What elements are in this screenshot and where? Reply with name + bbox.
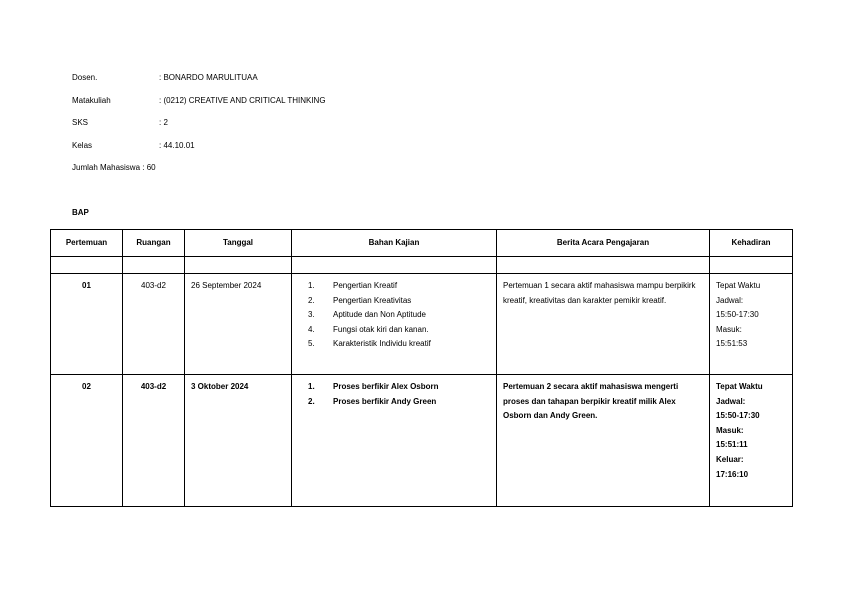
cell-pertemuan: 02	[51, 375, 123, 507]
kelas-label: Kelas	[72, 141, 93, 150]
cell-tanggal: 3 Oktober 2024	[185, 375, 292, 507]
list-item: 1. Proses berfikir Alex Osborn	[308, 382, 439, 391]
table-row	[51, 274, 793, 375]
jumlah-mahasiswa: Jumlah Mahasiswa : 60	[72, 163, 156, 172]
matakuliah-value: : (0212) CREATIVE AND CRITICAL THINKING	[159, 96, 326, 105]
sks-label: SKS	[72, 118, 89, 127]
masuk-value: 15:51:11	[716, 440, 748, 450]
header-pertemuan: Pertemuan	[51, 230, 123, 257]
header-bahan-kajian: Bahan Kajian	[292, 230, 497, 257]
cell-pertemuan: 01	[51, 274, 123, 375]
masuk-label: Masuk:	[716, 425, 744, 435]
matakuliah-label: Matakuliah	[72, 96, 111, 105]
header-berita-acara: Berita Acara Pengajaran	[497, 230, 710, 257]
jadwal-value: 15:50-17:30	[716, 411, 760, 421]
dosen-value: : BONARDO MARULITUAA	[159, 73, 258, 82]
jadwal-value: 15:50-17:30	[716, 310, 759, 320]
cell-bahan-kajian	[292, 274, 497, 375]
jadwal-label: Jadwal:	[716, 396, 746, 406]
masuk-label: Masuk:	[716, 324, 742, 334]
kelas-value: : 44.10.01	[159, 141, 195, 150]
cell-kehadiran	[710, 375, 793, 507]
cell-kehadiran	[710, 274, 793, 375]
list-item: 3. Aptitude dan Non Aptitude	[308, 310, 426, 320]
list-item: 2. Proses berfikir Andy Green	[308, 396, 437, 406]
sks-value: : 2	[159, 118, 168, 127]
list-item: 2. Pengertian Kreativitas	[308, 295, 412, 305]
header-kehadiran: Kehadiran	[710, 230, 793, 257]
cell-ruangan: 403-d2	[123, 375, 185, 507]
topic-list	[292, 279, 496, 352]
kehadiran-status: Tepat Waktu	[716, 281, 761, 290]
list-item: 5. Karakteristik Individu kreatif	[308, 339, 431, 349]
cell-ruangan: 403-d2	[123, 274, 185, 375]
list-item: 1. Pengertian Kreatif	[308, 281, 398, 290]
cell-bahan-kajian	[292, 375, 497, 507]
masuk-value: 15:51:53	[716, 339, 748, 349]
kehadiran-status: Tepat Waktu	[716, 382, 763, 391]
keluar-label: Keluar:	[716, 454, 744, 464]
header-ruangan: Ruangan	[123, 230, 185, 257]
bap-table	[50, 229, 793, 507]
jadwal-label: Jadwal:	[716, 295, 744, 305]
keluar-value: 17:16:10	[716, 469, 749, 479]
cell-berita-acara: Pertemuan 1 secara aktif mahasiswa mampu berpikirk kreatif, kreativitas dan karakter pemikir kreatif.	[497, 274, 710, 375]
spacer-row	[51, 257, 793, 274]
topic-list	[292, 380, 496, 409]
cell-tanggal: 26 September 2024	[185, 274, 292, 375]
list-item: 4. Fungsi otak kiri dan kanan.	[308, 324, 429, 334]
table-row	[51, 375, 793, 507]
table-header-row	[51, 230, 793, 257]
dosen-label: Dosen.	[72, 73, 98, 82]
section-title-bap: BAP	[72, 208, 89, 217]
cell-berita-acara: Pertemuan 2 secara aktif mahasiswa mengerti proses dan tahapan berpikir kreatif milik Alex Osborn dan Andy Green.	[497, 375, 710, 507]
header-tanggal: Tanggal	[185, 230, 292, 257]
